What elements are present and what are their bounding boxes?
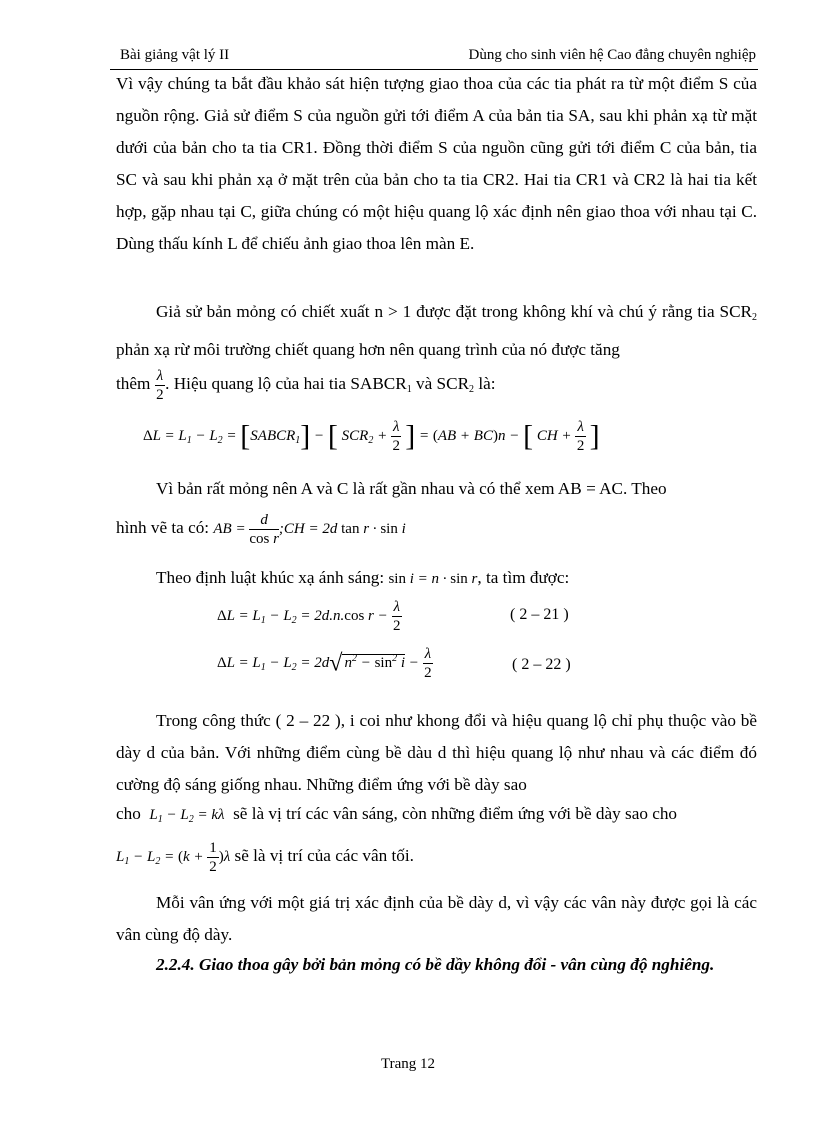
paragraph-2-mid: và SCR [411,374,470,393]
equation-number-2-21: ( 2 – 21 ) [510,606,569,623]
paragraph-5-end: sẽ là vị trí của các vân tối. [234,846,414,865]
snell-law: sin i = n · sin r [388,571,478,587]
subscript: 2 [752,312,757,323]
paragraph-3-line-2 [116,508,757,549]
paragraph-3b-text: hình vẽ ta có: [116,518,210,537]
subscript: 2 [469,384,475,395]
equation-2-22: $\Delta L = L_1 - L_2 = 2d√$ $n^2 - \sin^2 i$ − $\frac{\lambda}{2}$ [217,646,432,681]
header-right: Dùng cho sinh viên hệ Cao đẳng chuyên nghiệp [468,47,756,63]
bright-fringe-condition: $L_1 - L_2 = k\lambda$ [149,807,225,825]
paragraph-6-text: Mỗi vân ứng với một giá trị xác định của bề dày d, vì vậy các vân này được gọi là các vân cùng độ dày. [116,893,757,944]
paragraph-4-a: Theo định luật khúc xạ ánh sáng: [156,568,385,587]
paragraph-2-pre: thêm [116,374,151,393]
paragraph-2-end: là: [474,374,496,393]
equation-ab-ch: AB = $\frac{d}{\text{cos r}}$ ;CH = 2d tan r · sin i [213,512,406,548]
paragraph-1 [116,68,757,260]
paragraph-2-line-3 [116,364,757,410]
paragraph-5-post: sẽ là vị trí các vân sáng, còn những điểm ứng với bề dày sao cho [233,804,678,823]
paragraph-3-text: Vì bản rất mỏng nên A và C là rất gần nhau và có thể xem AB = AC. Theo [156,479,667,498]
paragraph-2 [116,296,757,366]
paragraph-2-part-a: Giả sử bản mỏng có chiết xuất n > 1 được đặt trong không khí và chú ý rằng tia SCR [156,302,752,321]
subscript: 1 [406,384,412,395]
equation-path-difference: $\Delta L = L_1 - L_2$ = $[SABCR_1]$ − [ $SCR_2$ + $\frac{\lambda}{2}$ ] = (AB + BC)n − [ CH + $\frac{\lambda}{2}$ ] [143,419,600,454]
paragraph-5-pre: cho [116,804,141,823]
dark-fringe-condition: $L_1 - L_2 = (k$ + $\frac{1}{2}$ )λ [116,840,231,876]
lambda-over-2-fraction: $\frac{\lambda}{2}$ [156,367,164,403]
paragraph-4 [116,562,757,595]
paragraph-4-text [116,562,757,595]
paragraph-3 [116,473,757,505]
paragraph-5-text: Trong công thức ( 2 – 22 ), i coi như khong đổi và hiệu quang lộ chỉ phụ thuộc vào bề dày d của bản. Với những điểm cùng bề dàu d thì hiệu quang lộ như nhau và các điểm đó cường độ sáng giống nhau. Những điểm ứng với bề dày sao [116,711,757,794]
paragraph-4-b: , ta tìm được: [477,568,570,587]
paragraph-2-part-b: phản xạ rừ môi trường chiết quang hơn nên quang trình của nó được tăng [116,340,620,359]
header-left: Bài giảng vật lý II [120,47,230,63]
paragraph-5-line-5 [116,836,757,882]
section-heading: 2.2.4. Giao thoa gây bởi bản mỏng có bề dầy không đổi - vân cùng độ nghiêng. [156,955,715,974]
paragraph-2-post: . Hiệu quang lộ của hai tia SABCR [165,374,407,393]
equation-2-21: $\Delta L = L_1 - L_2 = 2d.n.\cos$ r − $\frac{\lambda}{2}$ [217,599,401,634]
paragraph-1-text: Vì vậy chúng ta bắt đầu khảo sát hiện tượng giao thoa của các tia phát ra từ một điểm S của nguồn rộng. Giả sử điểm S của nguồn gửi tới điểm A của bản tia SA, sau khi phản xạ từ mặt dưới của bản cho ta tia CR1. Đồng thời điểm S của nguồn cũng gửi tới điểm C của bản, tia SC và sau khi phản xạ ở mặt trên của bản cho ta tia CR2. Hai tia CR1 và CR2 là hai tia kết hợp, gặp nhau tại C, giữa chúng có một hiệu quang lộ xác định nên giao thoa với nhau tại C. Dùng thấu kính L để chiếu ảnh giao thoa lên màn E. [116,74,757,253]
paragraph-2-text [116,296,757,366]
page-footer: Trang 12 [380,1056,436,1072]
page-header [120,47,756,69]
equation-number-2-22: ( 2 – 22 ) [512,656,571,673]
paragraph-6 [116,887,757,951]
paragraph-5-line-4 [116,798,757,836]
paragraph-5 [116,705,757,801]
